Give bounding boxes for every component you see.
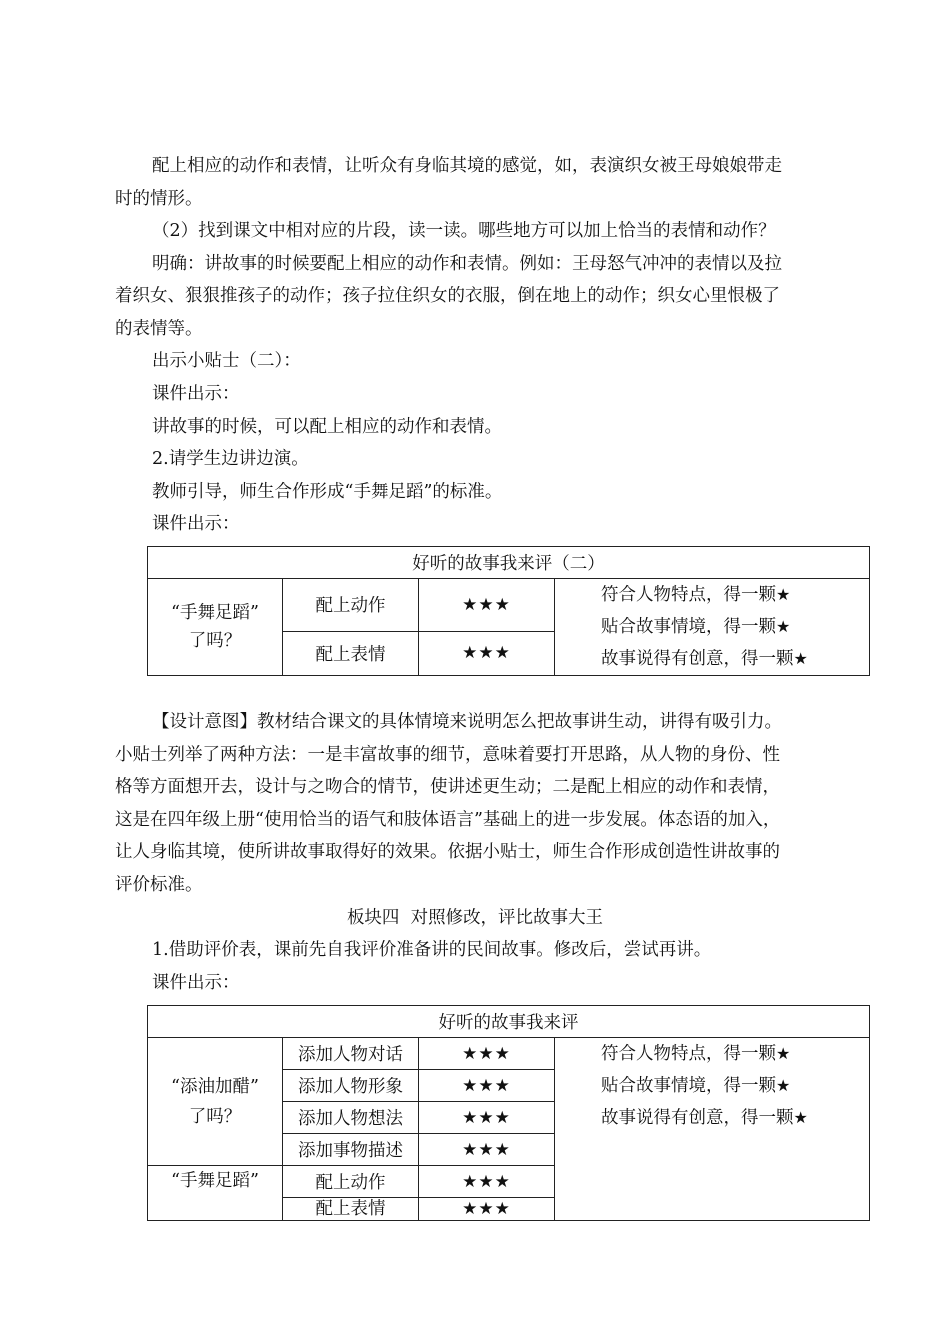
scoring-rule: 贴合故事情境，得一颗★ — [601, 1076, 791, 1096]
paragraph-line: 讲故事的时候，可以配上相应的动作和表情。 — [152, 417, 502, 437]
criterion-item: 添加人物对话 — [283, 1038, 419, 1070]
group-label — [148, 579, 283, 676]
scoring-rule: 故事说得有创意，得一颗★ — [601, 649, 808, 669]
criterion-item: 配上动作 — [283, 579, 419, 632]
paragraph-line: （2）找到课文中相对应的片段，读一读。哪些地方可以加上恰当的表情和动作？ — [152, 221, 776, 241]
paragraph-line: 让人身临其境，使所讲故事取得好的效果。依据小贴士，师生合作形成创造性讲故事的 — [115, 842, 780, 862]
group-label-line: 了吗？ — [188, 1106, 242, 1127]
star-icon: ★ — [793, 1108, 808, 1127]
group-label-line: 了吗？ — [188, 631, 242, 651]
star-rating: ★★★ — [419, 1102, 555, 1134]
group-label-line: “手舞足蹈” — [171, 603, 259, 623]
paragraph-line: 课件出示： — [152, 384, 240, 404]
paragraph-line: 出示小贴士（二）： — [152, 351, 301, 371]
scoring-rules — [555, 579, 870, 676]
group-label — [148, 1038, 283, 1166]
paragraph-line: 时的情形。 — [115, 189, 203, 209]
star-rating: ★★★ — [419, 1166, 555, 1198]
criterion-item: 配上动作 — [283, 1166, 419, 1198]
star-rating: ★★★ — [419, 1070, 555, 1102]
criterion-item: 添加人物想法 — [283, 1102, 419, 1134]
star-icon: ★ — [776, 1044, 791, 1063]
group-label-line: “添油加醋” — [171, 1076, 259, 1097]
criterion-item: 配上表情 — [283, 631, 419, 675]
group-label — [148, 1166, 283, 1221]
star-rating: ★★★ — [419, 1198, 555, 1221]
star-icon: ★ — [776, 1076, 791, 1095]
star-icon: ★ — [776, 617, 791, 636]
scoring-rules — [555, 1038, 870, 1221]
paragraph-line: 配上相应的动作和表情，让听众有身临其境的感觉，如，表演织女被王母娘娘带走 — [152, 156, 782, 176]
paragraph-line: 【设计意图】教材结合课文的具体情境来说明怎么把故事讲生动，讲得有吸引力。 — [152, 712, 782, 732]
criterion-item: 添加事物描述 — [283, 1134, 419, 1166]
paragraph-line: 小贴士列举了两种方法：一是丰富故事的细节，意味着要打开思路，从人物的身份、性 — [115, 745, 780, 765]
section-heading: 板块四 对照修改，评比故事大王 — [346, 908, 604, 928]
star-rating: ★★★ — [419, 579, 555, 632]
table-title: 好听的故事我来评 — [148, 1006, 870, 1038]
paragraph-line: 着织女、狠狠推孩子的动作；孩子拉住织女的衣服，倒在地上的动作；织女心里恨极了 — [115, 286, 780, 306]
table-title: 好听的故事我来评（二） — [148, 547, 870, 579]
scoring-rule: 符合人物特点，得一颗★ — [601, 585, 791, 605]
evaluation-table-1 — [147, 546, 870, 676]
paragraph-line: 的表情等。 — [115, 319, 203, 339]
group-label-line: “手舞足蹈” — [171, 1171, 259, 1191]
star-rating: ★★★ — [419, 1134, 555, 1166]
scoring-rule: 贴合故事情境，得一颗★ — [601, 617, 791, 637]
star-rating: ★★★ — [419, 1038, 555, 1070]
paragraph-line: 格等方面想开去，设计与之吻合的情节，使讲述更生动；二是配上相应的动作和表情， — [115, 777, 780, 797]
criterion-item: 配上表情 — [283, 1198, 419, 1221]
paragraph-line: 1.借助评价表，课前先自我评价准备讲的民间故事。修改后，尝试再讲。 — [152, 940, 712, 960]
evaluation-table-2 — [147, 1005, 870, 1221]
criterion-item: 添加人物形象 — [283, 1070, 419, 1102]
scoring-rule: 故事说得有创意，得一颗★ — [601, 1108, 808, 1128]
scoring-rule: 符合人物特点，得一颗★ — [601, 1044, 791, 1064]
star-icon: ★ — [793, 649, 808, 668]
paragraph-line: 这是在四年级上册“使用恰当的语气和肢体语言”基础上的进一步发展。体态语的加入， — [115, 810, 781, 830]
paragraph-line: 课件出示： — [152, 973, 240, 993]
paragraph-line: 课件出示： — [152, 514, 240, 534]
paragraph-line: 教师引导，师生合作形成“手舞足蹈”的标准。 — [152, 482, 503, 502]
star-icon: ★ — [776, 585, 791, 604]
paragraph-line: 2.请学生边讲边演。 — [152, 449, 309, 469]
star-rating: ★★★ — [419, 631, 555, 675]
paragraph-line: 评价标准。 — [115, 875, 203, 895]
paragraph-line: 明确：讲故事的时候要配上相应的动作和表情。例如：王母怒气冲冲的表情以及拉 — [152, 254, 782, 274]
